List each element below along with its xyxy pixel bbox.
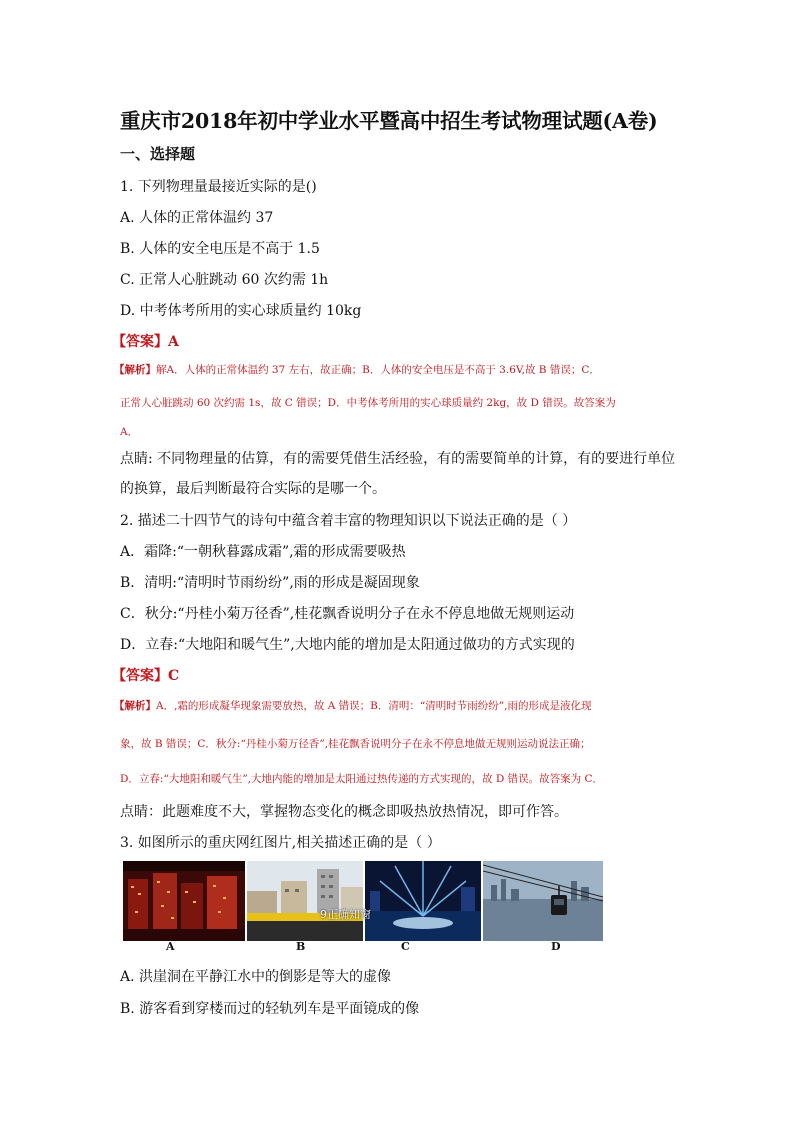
question-1-explanation-line-3: A． [120, 426, 139, 438]
page-title: 重庆市2018年初中学业水平暨高中招生考试物理试题(A卷) [120, 109, 658, 133]
figure-a-image [123, 861, 245, 941]
section-heading: 一、选择题 [120, 145, 196, 163]
question-2-explanation-line-3: D．立春:“大地阳和暖气生”,大地内能的增加是太阳通过热传递的方式实现的，故 D 错误。故答案为 C． [120, 773, 603, 785]
question-1-option-b: B. 人体的安全电压是不高于 1.5 [120, 241, 320, 257]
figure-label-b: B [296, 940, 306, 953]
question-2-explanation-line-1 [114, 698, 591, 713]
explanation-text: A．,霜的形成凝华现象需要放热，故 A 错误；B．清明：“清明时节雨纷纷”,雨的形成是液化现 [156, 700, 592, 712]
question-1-stem: 1. 下列物理量最接近实际的是() [120, 179, 317, 195]
figure-d-image [483, 861, 603, 941]
watermark: 9正确知窗 [320, 908, 371, 921]
question-1-tip-line-1: 点睛: 不同物理量的估算，有的需要凭借生活经验，有的需要简单的计算，有的要进行单位 [120, 451, 676, 467]
question-1-explanation-line-2: 正常人心脏跳动 60 次约需 1s，故 C 错误；D．中考体考所用的实心球质量约 2kg，故 D 错误。故答案为 [120, 397, 616, 409]
explanation-tag: 【解析】 [114, 700, 156, 712]
question-3-option-b: B. 游客看到穿楼而过的轻轨列车是平面镜成的像 [120, 1001, 420, 1017]
question-2-option-a: A．霜降:“一朝秋暮露成霜”,霜的形成需要吸热 [120, 544, 406, 560]
question-2-stem: 2. 描述二十四节气的诗句中蕴含着丰富的物理知识以下说法正确的是（ ） [120, 513, 577, 529]
question-1-explanation-line-1 [114, 362, 600, 377]
question-1-option-d: D. 中考体考所用的实心球质量约 10kg [120, 303, 362, 319]
answer-value: C [168, 668, 180, 684]
question-1-answer [112, 331, 179, 351]
answer-value: A [168, 334, 179, 350]
question-3-figures [123, 861, 603, 941]
figure-label-a: A [166, 940, 175, 953]
question-2-option-c: C．秋分:“丹桂小菊万径香”,桂花飘香说明分子在永不停息地做无规则运动 [120, 606, 575, 622]
answer-tag: 【答案】 [112, 334, 168, 350]
question-2-answer [112, 665, 179, 685]
question-1-option-a: A. 人体的正常体温约 37 [120, 210, 274, 226]
question-3-stem: 3. 如图所示的重庆网红图片,相关描述正确的是（ ） [120, 835, 441, 851]
explanation-text: 解A．人体的正常体温约 37 左右，故正确；B．人体的安全电压是不高于 3.6V,故 B 错误；C． [156, 364, 600, 376]
figure-label-d: D [551, 940, 561, 953]
question-2-option-d: D．立春:“大地阳和暖气生”,大地内能的增加是太阳通过做功的方式实现的 [120, 637, 575, 653]
figure-b-image [247, 861, 363, 941]
answer-tag: 【答案】 [112, 668, 168, 684]
question-2-option-b: B．清明:“清明时节雨纷纷”,雨的形成是凝固现象 [120, 575, 420, 591]
question-2-tip: 点睛：此题难度不大，掌握物态变化的概念即吸热放热情况，即可作答。 [120, 804, 568, 820]
question-1-tip-line-2: 的换算，最后判断最符合实际的是哪一个。 [120, 481, 386, 497]
question-3-option-a: A. 洪崖洞在平静江水中的倒影是等大的虚像 [120, 969, 392, 985]
figure-c-image [365, 861, 481, 941]
question-2-explanation-line-2: 象，故 B 错误；C．秋分:“丹桂小菊万径香”,桂花飘香说明分子在永不停息地做无规则运动说法正确； [120, 738, 591, 750]
explanation-tag: 【解析】 [114, 364, 156, 376]
question-1-option-c: C. 正常人心脏跳动 60 次约需 1h [120, 272, 329, 288]
figure-label-c: C [401, 940, 410, 953]
